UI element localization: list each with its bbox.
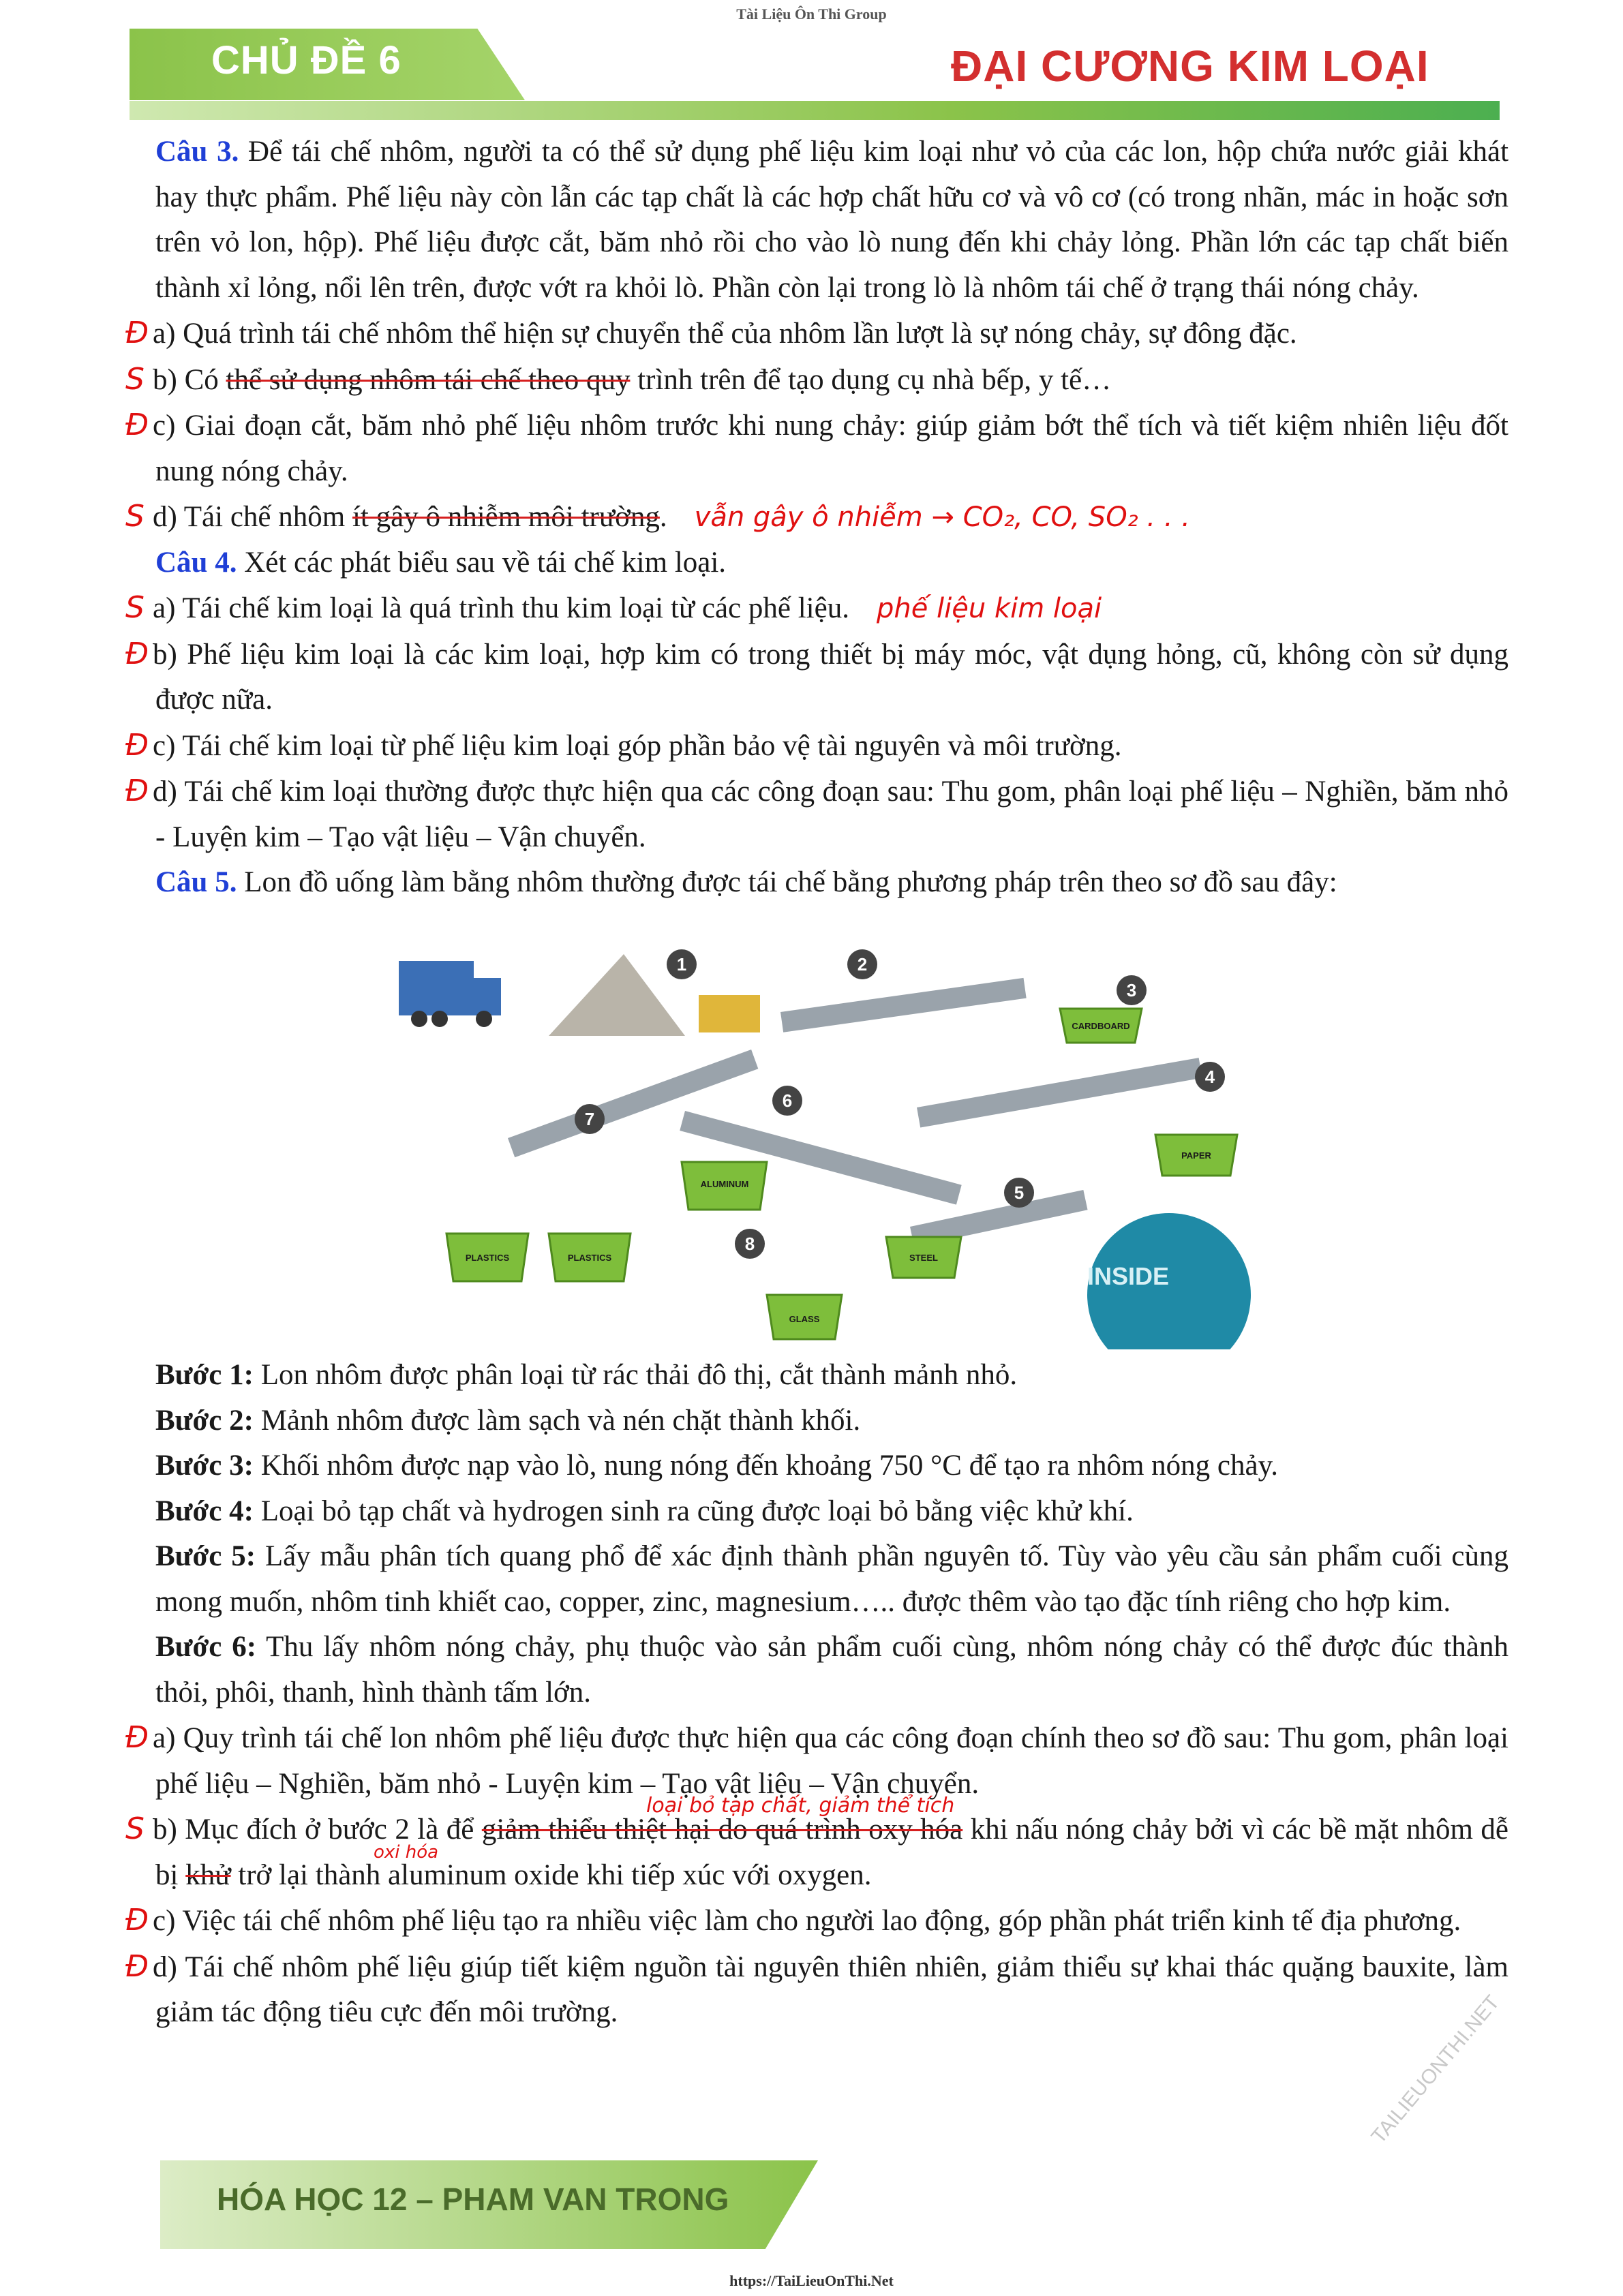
- bin-label: PLASTICS: [567, 1253, 612, 1263]
- q5-label: Câu 5.: [155, 866, 237, 898]
- true-mark: Đ: [125, 1720, 149, 1755]
- q4-c: Đ c) Tái chế kim loại từ phế liệu kim loại góp phần bảo vệ tài nguyên và môi trường.: [155, 723, 1508, 769]
- bulldozer-icon: [699, 995, 760, 1032]
- step-5: Bước 5: Lấy mẫu phân tích quang phổ để xác định thành phần nguyên tố. Tùy vào yêu cầu sản phẩm cuối cùng mong muốn, nhôm tinh khiết cao, copper, zinc, magnesium….. được thêm vào tạo đặc tính riêng cho hợp kim.: [155, 1540, 1509, 1618]
- waste-pile-icon: [549, 954, 685, 1036]
- group-header: Tài Liệu Ôn Thi Group: [736, 5, 887, 22]
- true-mark: Đ: [125, 727, 149, 763]
- step-number: 8: [744, 1234, 755, 1254]
- footer-course: HÓA HỌC 12 – PHAM VAN TRONG: [217, 2182, 729, 2217]
- q4-b: Đ b) Phế liệu kim loại là các kim loại, hợp kim có trong thiết bị máy móc, vật dụng hỏng, cũ, không còn sử dụng được nữa.: [155, 632, 1508, 723]
- true-mark: Đ: [125, 1948, 149, 1984]
- bin-label: STEEL: [909, 1253, 938, 1263]
- true-mark: Đ: [125, 316, 149, 350]
- false-mark: S: [125, 590, 145, 625]
- false-mark: S: [125, 361, 145, 397]
- q4-label: Câu 4.: [155, 546, 237, 579]
- q3-label: Câu 3.: [155, 136, 239, 168]
- bin-label: PLASTICS: [465, 1253, 510, 1263]
- q3-a: Đ a) Quá trình tái chế nhôm thể hiện sự chuyển thể của nhôm lần lượt là sự nóng chảy, sự đông đặc.: [155, 311, 1508, 357]
- content-lower: [125, 1353, 1509, 2036]
- true-mark: Đ: [125, 636, 149, 671]
- q5-c: Đ c) Việc tái chế nhôm phế liệu tạo ra nhiều việc làm cho người lao động, góp phần phát triển kinh tế địa phương.: [155, 1898, 1508, 1944]
- q3-d: S d) Tái chế nhôm ít gây ô nhiễm môi trường. vẫn gây ô nhiễm → CO₂, CO, SO₂ . . .: [155, 494, 1508, 540]
- bin-label: CARDBOARD: [1072, 1021, 1130, 1031]
- header-divider: [130, 101, 1500, 120]
- step-2: Bước 2: Mảnh nhôm được làm sạch và nén chặt thành khối.: [155, 1404, 861, 1437]
- step-4: Bước 4: Loại bỏ tạp chất và hydrogen sinh ra cũng được loại bỏ bằng việc khử khí.: [155, 1495, 1134, 1527]
- recycling-diagram: [399, 940, 1264, 1349]
- true-mark: Đ: [125, 774, 149, 808]
- false-mark: S: [125, 499, 145, 534]
- handwritten-note: loại bỏ tạp chất, giảm thể tích: [646, 1794, 955, 1818]
- content-upper: [125, 129, 1509, 906]
- watermark: TAILIEUONTHI.NET: [1367, 1991, 1504, 2148]
- chapter-title: CHỦ ĐỀ 6: [211, 38, 401, 82]
- footer-url[interactable]: https://TaiLieuOnThi.Net: [729, 2272, 894, 2289]
- q4-a: S a) Tái chế kim loại là quá trình thu kim loại từ các phế liệu. phế liệu kim loại: [155, 585, 1508, 632]
- handwritten-note: phế liệu kim loại: [876, 593, 1102, 624]
- step-number: 4: [1204, 1067, 1215, 1087]
- q5-intro: Câu 5. Lon đồ uống làm bằng nhôm thường được tái chế bằng phương pháp trên theo sơ đồ sau đây:: [155, 866, 1337, 898]
- bin-label: ALUMINUM: [700, 1179, 749, 1189]
- step-number: 3: [1126, 980, 1137, 1000]
- q5-b: S b) Mục đích ở bước 2 là để giảm thiểu thiệt hại do quá trình oxy hóa khi nấu nóng chảy bởi vì các bề mặt nhôm dễ bị khử trở lại thành aluminum oxide khi tiếp xúc với oxygen. loại bỏ tạp chất, giảm thể tích oxi hóa: [155, 1807, 1508, 1898]
- false-mark: S: [125, 1811, 145, 1846]
- q5-d: Đ d) Tái chế nhôm phế liệu giúp tiết kiệm nguồn tài nguyên thiên nhiên, giảm thiểu sự khai thác quặng bauxite, làm giảm tác động tiêu cực đến môi trường.: [155, 1944, 1508, 2036]
- q4-intro: Câu 4. Xét các phát biểu sau về tái chế kim loại.: [155, 546, 727, 579]
- step-6: Bước 6: Thu lấy nhôm nóng chảy, phụ thuộc vào sản phẩm cuối cùng, nhôm nóng chảy có thể được đúc thành thỏi, phôi, thanh, hình thành tấm lớn.: [155, 1631, 1509, 1709]
- step-number: 2: [857, 954, 868, 975]
- inside-label: INSIDE: [1087, 1262, 1170, 1290]
- q3-intro: Câu 3. Để tái chế nhôm, người ta có thể sử dụng phế liệu kim loại như vỏ của các lon, hộp chứa nước giải khát hay thực phẩm. Phế liệu này còn lẫn các tạp chất là các hợp chất hữu cơ và vô cơ (có trong nhãn, mác in hoặc sơn trên vỏ lon, hộp). Phế liệu được cắt, băm nhỏ rồi cho vào lò nung đến khi chảy lỏng. Phần lớn các tạp chất biến thành xỉ lỏng, nổi lên trên, được vớt ra khỏi lò. Phần còn lại trong lò là nhôm tái chế ở trạng thái nóng chảy.: [155, 136, 1509, 304]
- step-1: Bước 1: Lon nhôm được phân loại từ rác thải đô thị, cắt thành mảnh nhỏ.: [155, 1359, 1018, 1391]
- handwritten-note: vẫn gây ô nhiễm → CO₂, CO, SO₂ . . .: [694, 502, 1191, 533]
- q3-c: Đ c) Giai đoạn cắt, băm nhỏ phế liệu nhôm trước khi nung chảy: giúp giảm bớt thể tích và tiết kiệm nhiên liệu đốt nung nóng chảy.: [155, 403, 1508, 494]
- step-number: 6: [782, 1090, 793, 1111]
- q4-d: Đ d) Tái chế kim loại thường được thực hiện qua các công đoạn sau: Thu gom, phân loại phế liệu – Nghiền, băm nhỏ - Luyện kim – Tạo vật liệu – Vận chuyển.: [155, 769, 1508, 860]
- step-number: 5: [1014, 1182, 1025, 1203]
- garbage-truck-icon: [399, 961, 501, 1027]
- q5-a: Đ a) Quy trình tái chế lon nhôm phế liệu được thực hiện qua các công đoạn chính theo sơ đồ sau: Thu gom, phân loại phế liệu – Nghiền, băm nhỏ - Luyện kim – Tạo vật liệu – Vận chuyển.: [155, 1715, 1508, 1807]
- step-number: 7: [584, 1109, 595, 1129]
- q3-b: S b) Có thể sử dụng nhôm tái chế theo quy trình trên để tạo dụng cụ nhà bếp, y tế…: [155, 357, 1508, 403]
- step-number: 1: [676, 954, 687, 975]
- bin-label: GLASS: [789, 1314, 820, 1324]
- true-mark: Đ: [125, 408, 149, 442]
- handwritten-note: oxi hóa: [374, 1842, 439, 1863]
- bin-label: PAPER: [1181, 1150, 1211, 1161]
- true-mark: Đ: [125, 1903, 149, 1938]
- step-3: Bước 3: Khối nhôm được nạp vào lò, nung nóng đến khoảng 750 °C để tạo ra nhôm nóng chảy.: [155, 1450, 1279, 1482]
- topic-title: ĐẠI CƯƠNG KIM LOẠI: [951, 42, 1429, 91]
